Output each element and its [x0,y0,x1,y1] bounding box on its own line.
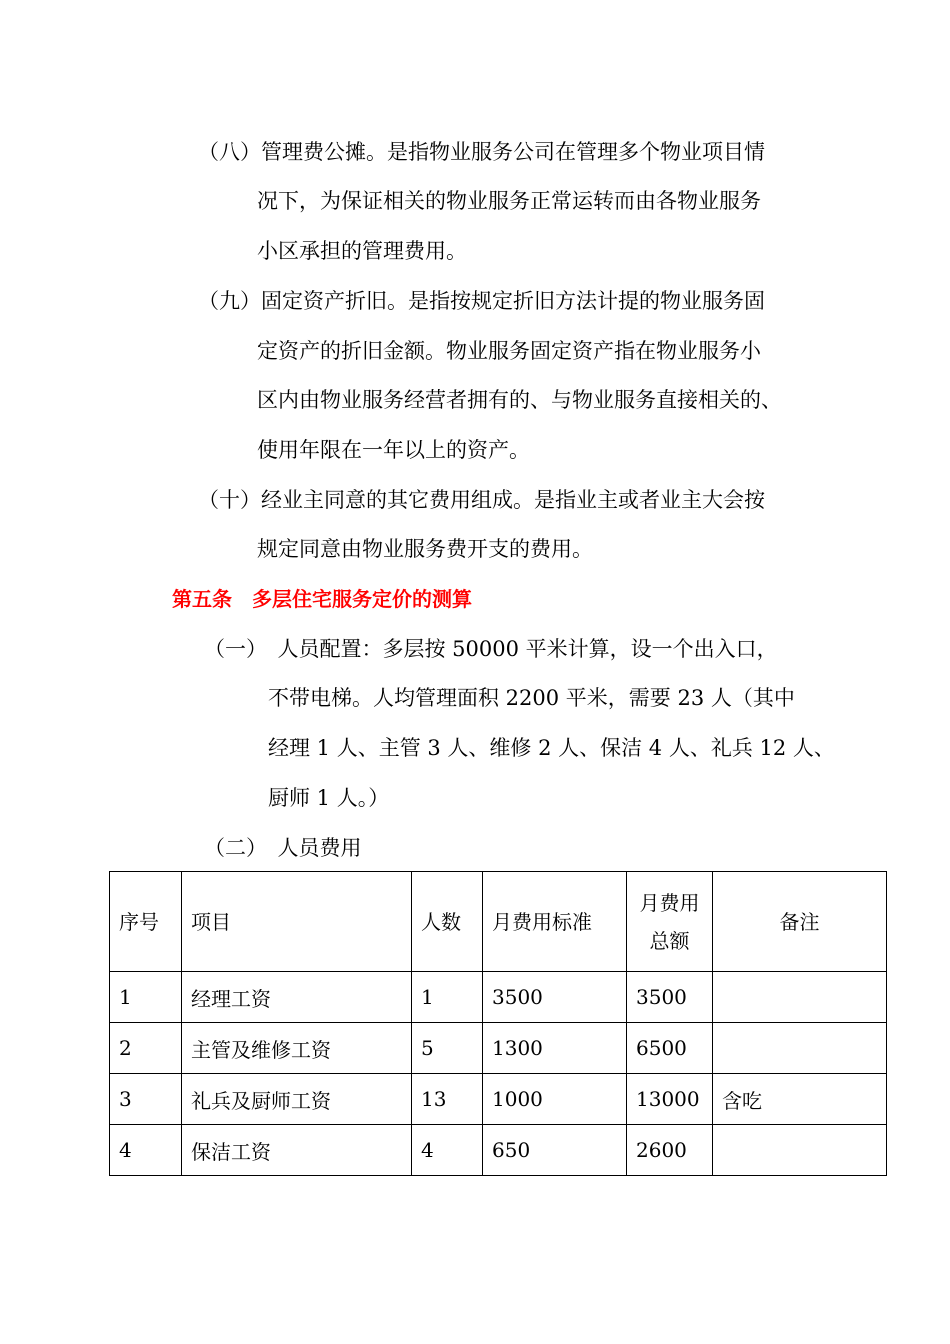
cell-remark [713,972,887,1023]
para-9-line-4: 使用年限在一年以上的资产。 [257,438,530,462]
cell-count: 13 [412,1074,483,1125]
section-2-title: （二） 人员费用 [204,836,362,860]
para-8-line-1: （八）管理费公摊。是指物业服务公司在管理多个物业项目情 [198,140,765,164]
section-1-line-1: （一） 人员配置：多层按 50000 平米计算，设一个出入口， [204,637,778,661]
table-row [110,1125,887,1176]
cell-no: 1 [110,972,182,1023]
cell-standard: 650 [483,1125,627,1176]
para-10-line-1: （十）经业主同意的其它费用组成。是指业主或者业主大会按 [198,488,765,512]
table-header-row [110,872,887,972]
header-remark: 备注 [713,872,887,972]
cell-remark [713,1125,887,1176]
cell-total: 6500 [627,1023,713,1074]
para-9-line-1: （九）固定资产折旧。是指按规定折旧方法计提的物业服务固 [198,289,765,313]
table-row [110,972,887,1023]
header-monthly-total [627,872,713,972]
header-count: 人数 [412,872,483,972]
article-5-heading: 第五条 多层住宅服务定价的测算 [172,587,472,611]
cell-remark: 含吃 [713,1074,887,1125]
cell-count: 5 [412,1023,483,1074]
header-item: 项目 [182,872,412,972]
cell-remark [713,1023,887,1074]
para-10-line-2: 规定同意由物业服务费开支的费用。 [257,537,593,561]
cell-standard: 3500 [483,972,627,1023]
table-row [110,1023,887,1074]
para-9-line-3: 区内由物业服务经营者拥有的、与物业服务直接相关的、 [257,388,782,412]
table-row [110,1074,887,1125]
cell-total: 3500 [627,972,713,1023]
header-monthly-standard: 月费用标准 [483,872,627,972]
cell-no: 3 [110,1074,182,1125]
section-1-line-3: 经理 1 人、主管 3 人、维修 2 人、保洁 4 人、礼兵 12 人、 [268,736,835,760]
cell-item: 主管及维修工资 [182,1023,412,1074]
header-monthly-total-line-1: 月费用 [639,890,700,915]
cell-total: 13000 [627,1074,713,1125]
header-no: 序号 [110,872,182,972]
cell-item: 保洁工资 [182,1125,412,1176]
cell-no: 2 [110,1023,182,1074]
cell-standard: 1000 [483,1074,627,1125]
para-8-line-2: 况下，为保证相关的物业服务正常运转而由各物业服务 [257,189,761,213]
para-9-line-2: 定资产的折旧金额。物业服务固定资产指在物业服务小 [257,339,761,363]
cell-no: 4 [110,1125,182,1176]
cell-count: 4 [412,1125,483,1176]
header-monthly-total-line-2: 总额 [649,928,690,953]
cell-count: 1 [412,972,483,1023]
cell-total: 2600 [627,1125,713,1176]
para-8-line-3: 小区承担的管理费用。 [257,239,467,263]
personnel-cost-table [109,871,887,1176]
section-1-line-4: 厨师 1 人。） [268,786,390,810]
cell-item: 礼兵及厨师工资 [182,1074,412,1125]
section-1-line-2: 不带电梯。人均管理面积 2200 平米，需要 23 人（其中 [268,686,795,710]
cell-item: 经理工资 [182,972,412,1023]
cell-standard: 1300 [483,1023,627,1074]
